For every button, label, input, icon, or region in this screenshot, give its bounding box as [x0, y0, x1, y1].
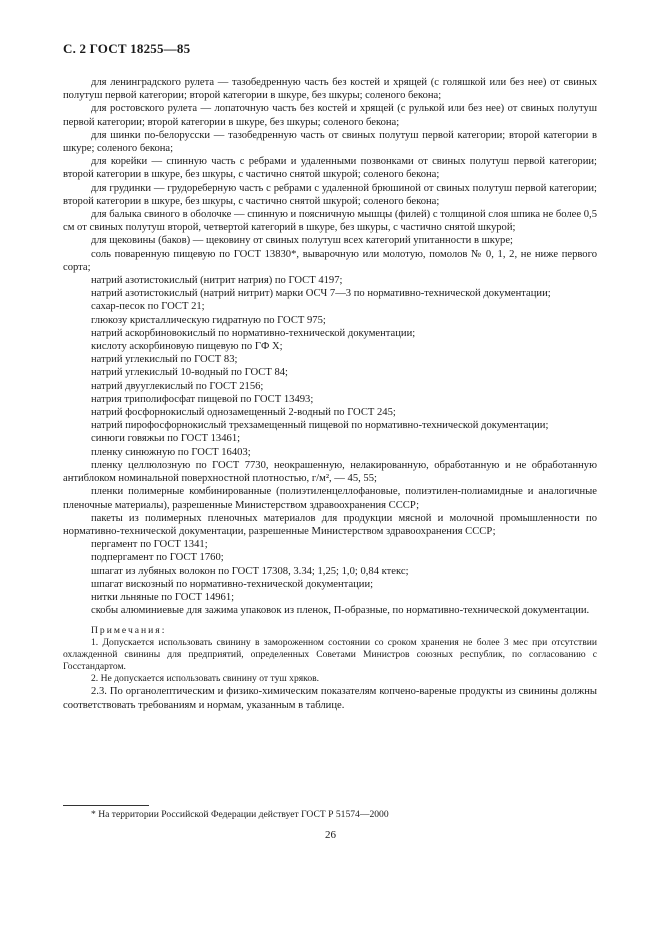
body-paragraph: пакеты из полимерных пленочных материалов для продукции мясной и молочной промышленности по нормативно-технической документации, разрешенные Министерством здравоохранения СССР;	[63, 512, 597, 537]
body-paragraph: пергамент по ГОСТ 1341;	[91, 539, 208, 551]
note-item: 1. Допускается использовать свинину в замороженном состоянии со сроком хранения не более 3 мес при отсутствии охлажденной свинины для предприятий, определенных Советами Министров союзных республик, по согласованию с Госстандартом.	[63, 637, 597, 673]
document-body	[63, 76, 597, 712]
body-paragraph: подпергамент по ГОСТ 1760;	[91, 552, 224, 564]
body-paragraph: соль поваренную пищевую по ГОСТ 13830*, выварочную или молотую, помолов № 0, 1, 2, не ниже первого сорта;	[63, 248, 597, 273]
notes-title: Примечания:	[91, 625, 167, 637]
footnote: * На территории Российской Федерации действует ГОСТ Р 51574—2000	[91, 809, 389, 820]
body-paragraph: натрий азотистокислый (натрий нитрит) марки ОСЧ 7—3 по нормативно-технической документации;	[91, 288, 551, 300]
footnote-divider	[63, 805, 149, 806]
body-paragraph: кислоту аскорбиновую пищевую по ГФ X;	[91, 341, 283, 353]
body-paragraph: натрий азотистокислый (нитрит натрия) по ГОСТ 4197;	[91, 275, 343, 287]
page-header: С. 2 ГОСТ 18255—85	[63, 41, 191, 56]
body-paragraph: натрий углекислый 10-водный по ГОСТ 84;	[91, 367, 288, 379]
body-paragraph: пленку синюжную по ГОСТ 16403;	[91, 446, 251, 458]
body-paragraph: для шинки по-белорусски — тазобедренную часть от свиных полутуш первой категории; второй категории в шкуре; соленого бекона;	[63, 129, 597, 155]
body-paragraph: для щековины (баков) — щековину от свиных полутуш всех категорий упитанности в шкуре;	[91, 235, 513, 247]
body-paragraph: натрий фосфорнокислый однозамещенный 2-водный по ГОСТ 245;	[91, 407, 396, 419]
page-number: 26	[325, 829, 336, 841]
body-paragraph: для грудинки — грудореберную часть с ребрами с удаленной брюшиной от свиных полутуш первой категории; второй категории в шкуре, без шкуры, с частично снятой шкурой; соленого бекона;	[63, 182, 597, 207]
body-paragraph: для балыка свиного в оболочке — спинную и поясничную мышцы (филей) с толщиной слоя шпика не более 0,5 см от свиных полутуш второй, четвертой категорий в шкуре, без шкуры, с частично снятой шкурой;	[63, 209, 597, 234]
body-paragraph: для ленинградского рулета — тазобедренную часть без костей и хрящей (с голяшкой или без нее) от свиных полутуш первой категории; второй категории в шкуре, без шкуры; соленого бекона;	[63, 77, 597, 102]
notes-block	[63, 625, 597, 685]
body-paragraph: натрия триполифосфат пищевой по ГОСТ 13493;	[91, 393, 314, 405]
body-paragraph: пленки полимерные комбинированные (полиэтиленцеллофановые, полиэтилен-полиамидные и аналогичные пленочные материалы), разрешенные Министерством здравоохранения СССР;	[63, 486, 597, 511]
body-paragraph: натрий аскорбиновокислый по нормативно-технической документации;	[91, 327, 416, 339]
body-paragraph: для ростовского рулета — лопаточную часть без костей и хрящей (с рулькой или без нее) от свиных полутуш первой категории; второй категории в шкуре, без шкуры; соленого бекона;	[63, 103, 597, 128]
note-item: 2. Не допускается использовать свинину от туш хряков.	[91, 673, 320, 685]
body-paragraph: шпагат вискозный по нормативно-технической документации;	[91, 578, 374, 590]
body-paragraph: сахар-песок по ГОСТ 21;	[91, 301, 205, 313]
body-paragraph: синюги говяжьи по ГОСТ 13461;	[91, 433, 241, 445]
body-paragraph: для корейки — спинную часть с ребрами и удаленными позвонками от свиных полутуш первой категории; второй категории в шкуре, без шкуры, с частично снятой шкурой; соленого бекона;	[63, 156, 597, 181]
body-paragraph: натрий пирофосфорнокислый трехзамещенный пищевой по нормативно-технической документации;	[91, 420, 549, 432]
paragraph-list	[63, 76, 597, 617]
body-paragraph: шпагат из лубяных волокон по ГОСТ 17308, 3.34; 1,25; 1,0; 0,84 ктекс;	[91, 565, 409, 577]
body-paragraph: пленку целлюлозную по ГОСТ 7730, неокрашенную, нелакированную, обработанную и не обработанную антиблоком номинальной поверхностной плотностью, г/м², — 45, 55;	[63, 459, 597, 485]
body-paragraph: натрий углекислый по ГОСТ 83;	[91, 354, 238, 366]
closing-paragraph: 2.3. По органолептическим и физико-химическим показателям копчено-вареные продукты из свинины должны соответствовать требованиям и нормам, указанным в таблице.	[63, 686, 597, 711]
body-paragraph: скобы алюминиевые для зажима упаковок из пленок, П-образные, по нормативно-технической документации.	[91, 605, 590, 617]
body-paragraph: нитки льняные по ГОСТ 14961;	[91, 591, 235, 603]
body-paragraph: натрий двууглекислый по ГОСТ 2156;	[91, 380, 264, 392]
body-paragraph: глюкозу кристаллическую гидратную по ГОСТ 975;	[91, 314, 326, 326]
